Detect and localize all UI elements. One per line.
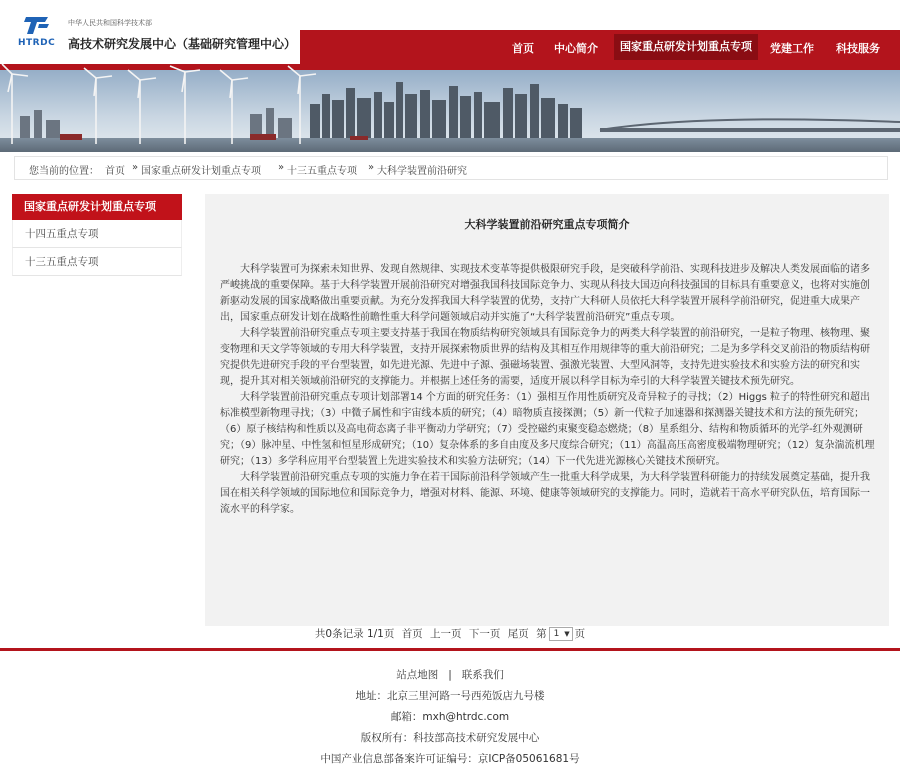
page-select-value: 1 (553, 629, 560, 639)
pager-prev-link[interactable]: 上一页 (430, 628, 462, 640)
footer-copyright: 版权所有：科技部高技术研究发展中心 (360, 732, 540, 744)
footer-separator: | (448, 669, 452, 681)
pager-goto-suffix: 页 (574, 628, 586, 640)
footer-email: 邮箱：mxh@htrdc.com (390, 711, 510, 723)
breadcrumb-separator: » (278, 162, 285, 173)
logo-text: HTRDC (18, 38, 56, 48)
article-paragraph: 大科学装置前沿研究重点专项主要支持基于我国在物质结构研究领域具有国际竞争力的两类大科学装置的前沿研究，一是粒子物理、核物理、聚变物理和天文学等领域的专用大科学装置，支持开展探索物质世界的结构及其相互作用规律等的重大前沿研究；二是为多学科交叉前沿的物质结构研究提供先进研究手段的平台型装置，如先进光源、先进中子源、强磁场装置、强激光装置、大型风洞等，支持先进实验技术和实验方法的研究和实现，提升其对相关领域前沿研究的支撑能力。并根据上述任务的需要，适度开展以科学目标为牵引的大科学装置关键技术预先研究。 (220, 328, 870, 387)
banner-image (0, 64, 900, 152)
sidebar (12, 194, 182, 276)
article-body (220, 262, 878, 518)
site-title: 高技术研究发展中心（基础研究管理中心） (68, 37, 297, 51)
ministry-name: 中华人民共和国科学技术部 (68, 19, 152, 27)
article-panel (205, 194, 889, 626)
nav-item-services[interactable]: 科技服务 (836, 42, 880, 55)
nav-item-about[interactable]: 中心简介 (554, 42, 598, 55)
pager-last-link[interactable]: 尾页 (507, 628, 529, 640)
pager-goto-prefix: 第 (536, 628, 547, 640)
article-paragraph: 大科学装置可为探索未知世界、发现自然规律、实现技术变革等提供极限研究手段，是突破科学前沿、实现科技进步及解决人类发展面临的诸多严峻挑战的重要保障。基于大科学装置开展前沿研究对增强我国科技国际竞争力、实现从科技大国迈向科技强国的目标具有重要意义，也将对实施创新驱动发展的国家战略做出重要贡献。为充分发挥我国大科学装置的优势，支持广大科研人员依托大科学装置开展科学前沿研究，促进重大成果产出，国家重点研发计划在战略性前瞻性重大科学问题领域启动并实施了“大科学装置前沿研究”重点专项。 (220, 264, 870, 323)
page-select[interactable] (549, 627, 573, 641)
breadcrumb (14, 156, 888, 180)
pagination (0, 626, 900, 642)
sidebar-item-14th-five-year[interactable]: 十四五重点专项 (12, 220, 182, 248)
breadcrumb-separator: » (368, 162, 375, 173)
main-nav (0, 30, 900, 64)
breadcrumb-separator: » (132, 162, 139, 173)
article-paragraph: 大科学装置前沿研究重点专项的实施力争在若干国际前沿科学领域产生一批重大科学成果，为大科学装置科研能力的持续发展奠定基础，提升我国在相关科学领域的国际地位和国际竞争力，增强对材料、能源、环境、健康等领域研究的支撑能力。同时，造就若干高水平研究队伍，培育国际一流水平的科学家。 (220, 472, 870, 515)
footer-icp: 中国产业信息部备案许可证编号：京ICP备05061681号 (320, 753, 580, 765)
nav-item-key-projects[interactable]: 国家重点研发计划重点专项 (614, 34, 758, 60)
pager-next-link[interactable]: 下一页 (468, 628, 501, 640)
nav-item-home[interactable]: 首页 (512, 42, 534, 55)
article-title: 大科学装置前沿研究重点专项简介 (464, 218, 630, 231)
article-paragraph: 大科学装置前沿研究重点专项计划部署14 个方面的研究任务：（1）强相互作用性质研究及奇异粒子的寻找；（2）Higgs 粒子的特性研究和超出标准模型新物理寻找；（3）中微子属性和宇宙线本质的研究；（4）暗物质直接探测；（5）新一代粒子加速器和探测器关键技术和方法的预先研究；（6）原子核结构和性质以及高电荷态离子非平衡动力学研究；（7）受控磁约束聚变稳态燃烧；（8）星系组分、结构和物质循环的光学-红外观测研究；（9）脉冲星、中性氢和恒星形成研究；（10）复杂体系的多自由度及多尺度综合研究；（11）高温高压高密度极端物理研究；（12）复杂湍流机理研究；（13）多学科应用平台型装置上先进实验技术和实验方法研究；（14）下一代先进光源核心关键技术预研究。 (220, 392, 875, 467)
chevron-down-icon: ▼ (564, 630, 570, 638)
footer-contact-link[interactable]: 联系我们 (461, 669, 504, 681)
footer-links (0, 665, 900, 686)
pager-summary: 共0条记录 1/1页 (314, 628, 395, 640)
nav-item-party-work[interactable]: 党建工作 (770, 42, 814, 55)
breadcrumb-item-current[interactable]: 大科学装置前沿研究 (377, 166, 467, 177)
breadcrumb-item-key-projects[interactable]: 国家重点研发计划重点专项 (141, 166, 261, 177)
footer-divider (0, 648, 900, 651)
breadcrumb-prefix: 您当前的位置： (29, 166, 99, 177)
breadcrumb-item-home[interactable]: 首页 (105, 166, 125, 177)
footer-sitemap-link[interactable]: 站点地图 (396, 669, 439, 681)
sidebar-item-13th-five-year[interactable]: 十三五重点专项 (12, 248, 182, 276)
site-footer (0, 665, 900, 770)
sidebar-heading[interactable]: 国家重点研发计划重点专项 (12, 194, 182, 220)
pager-first-link[interactable]: 首页 (401, 628, 423, 640)
breadcrumb-item-13th-five-year[interactable]: 十三五重点专项 (287, 166, 357, 177)
footer-address: 地址：北京三里河路一号西苑饭店九号楼 (355, 690, 545, 702)
